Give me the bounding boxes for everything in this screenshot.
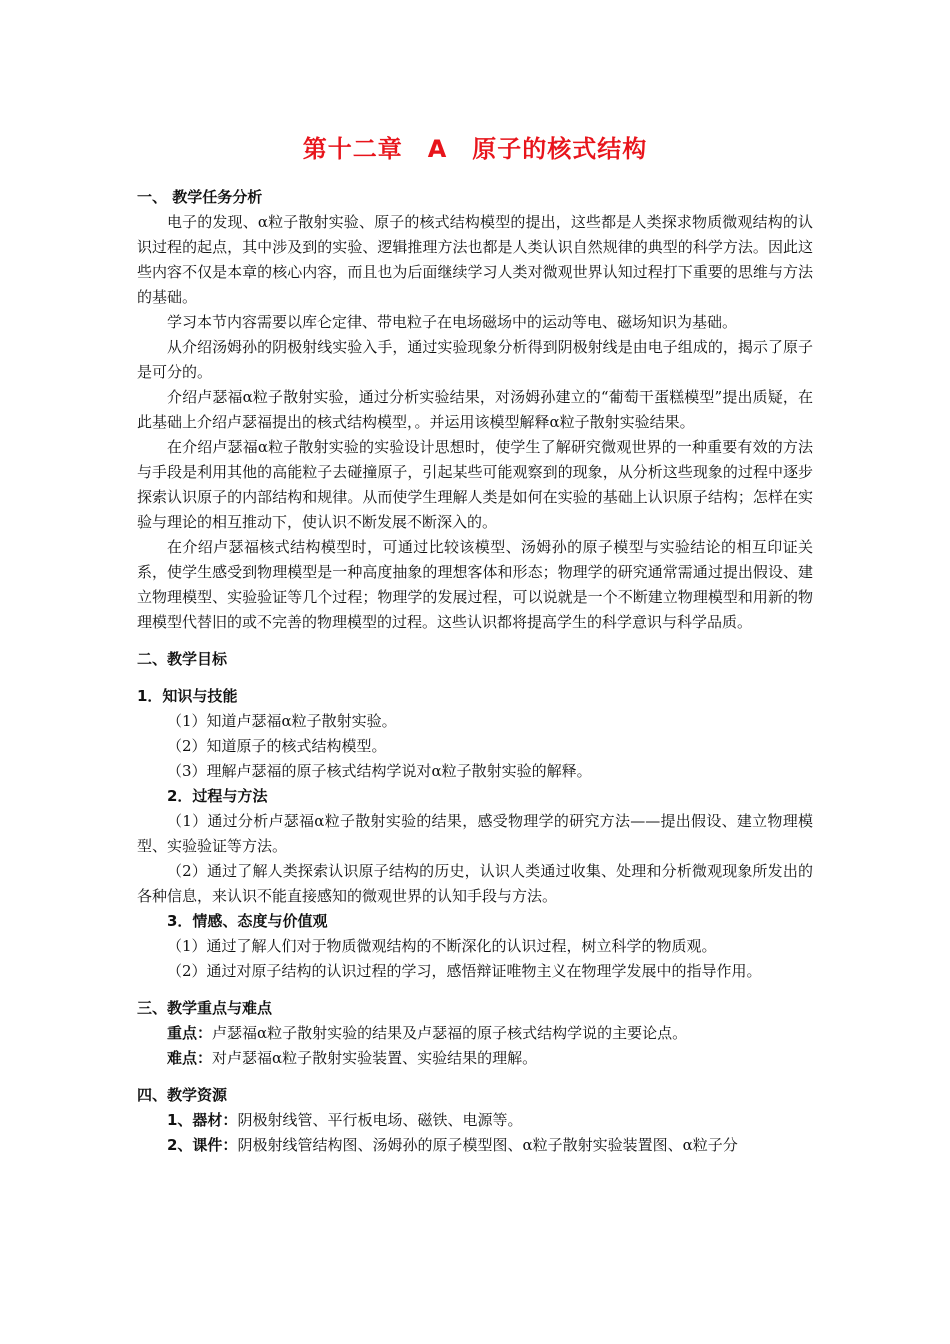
- resource-label: 1、器材：: [167, 1111, 238, 1129]
- list-item: （2）通过了解人类探索认识原子结构的历史，认识人类通过收集、处理和分析微观现象所发出的各种信息，来认识不能直接感知的微观世界的认知手段与方法。: [137, 862, 813, 905]
- list-item: （1）通过了解人们对于物质微观结构的不断深化的认识过程，树立科学的物质观。: [167, 937, 717, 955]
- document-body: [137, 185, 813, 1158]
- resource-line: [137, 1133, 813, 1158]
- resource-label: 2、课件：: [167, 1136, 238, 1154]
- paragraph: 介绍卢瑟福α粒子散射实验，通过分析实验结果，对汤姆孙建立的“葡萄干蛋糕模型”提出质疑，在此基础上介绍卢瑟福提出的核式结构模型，。并运用该模型解释α粒子散射实验结果。: [137, 388, 813, 431]
- section-heading-key-points: 三、教学重点与难点: [137, 999, 273, 1017]
- paragraph: 学习本节内容需要以库仑定律、带电粒子在电场磁场中的运动等电、磁场知识为基础。: [167, 313, 738, 331]
- resource-line: [137, 1108, 813, 1133]
- section-heading-task-analysis: 一、 教学任务分析: [137, 188, 263, 206]
- subsection-heading-values: 3．情感、态度与价值观: [167, 912, 328, 930]
- paragraph: 从介绍汤姆孙的阴极射线实验入手，通过实验现象分析得到阴极射线是由电子组成的，揭示了原子是可分的。: [137, 338, 813, 381]
- key-point-line: [137, 1021, 813, 1046]
- difficulty-text: 对卢瑟福α粒子散射实验装置、实验结果的理解。: [212, 1049, 538, 1067]
- list-item: （1）知道卢瑟福α粒子散射实验。: [167, 712, 397, 730]
- page-title: 第十二章 A 原子的核式结构: [302, 135, 648, 163]
- list-item: （2）知道原子的核式结构模型。: [167, 737, 387, 755]
- key-point-label: 重点：: [167, 1024, 213, 1042]
- key-point-text: 卢瑟福α粒子散射实验的结果及卢瑟福的原子核式结构学说的主要论点。: [212, 1024, 688, 1042]
- difficulty-label: 难点：: [167, 1049, 213, 1067]
- list-item: （2）通过对原子结构的认识过程的学习，感悟辩证唯物主义在物理学发展中的指导作用。: [167, 962, 762, 980]
- resource-text: 阴极射线管、平行板电场、磁铁、电源等。: [237, 1111, 523, 1129]
- section-heading-resources: 四、教学资源: [137, 1086, 228, 1104]
- list-item: （3）理解卢瑟福的原子核式结构学说对α粒子散射实验的解释。: [167, 762, 592, 780]
- list-item: （1）通过分析卢瑟福α粒子散射实验的结果，感受物理学的研究方法——提出假设、建立物理模型、实验验证等方法。: [137, 812, 813, 855]
- paragraph: 在介绍卢瑟福α粒子散射实验的实验设计思想时，使学生了解研究微观世界的一种重要有效的方法与手段是利用其他的高能粒子去碰撞原子，引起某些可能观察到的现象，从分析这些现象的过程中逐步探索认识原子的内部结构和规律。从而使学生理解人类是如何在实验的基础上认识原子结构；怎样在实验与理论的相互推动下，使认识不断发展不断深入的。: [137, 438, 813, 531]
- subsection-heading-process: 2．过程与方法: [167, 787, 268, 805]
- resource-text: 阴极射线管结构图、汤姆孙的原子模型图、α粒子散射实验装置图、α粒子分: [237, 1136, 738, 1154]
- difficulty-line: [137, 1046, 813, 1071]
- subsection-heading-knowledge: 1．知识与技能: [137, 687, 238, 705]
- paragraph: 电子的发现、α粒子散射实验、原子的核式结构模型的提出，这些都是人类探求物质微观结构的认识过程的起点，其中涉及到的实验、逻辑推理方法也都是人类认识自然规律的典型的科学方法。因此这些内容不仅是本章的核心内容，而且也为后面继续学习人类对微观世界认知过程打下重要的思维与方法的基础。: [137, 213, 813, 306]
- paragraph: 在介绍卢瑟福核式结构模型时，可通过比较该模型、汤姆孙的原子模型与实验结论的相互印证关系，使学生感受到物理模型是一种高度抽象的理想客体和形态；物理学的研究通常需通过提出假设、建立物理模型、实验验证等几个过程；物理学的发展过程，可以说就是一个不断建立物理模型和用新的物理模型代替旧的或不完善的物理模型的过程。这些认识都将提高学生的科学意识与科学品质。: [137, 538, 813, 631]
- section-heading-objectives: 二、教学目标: [137, 650, 228, 668]
